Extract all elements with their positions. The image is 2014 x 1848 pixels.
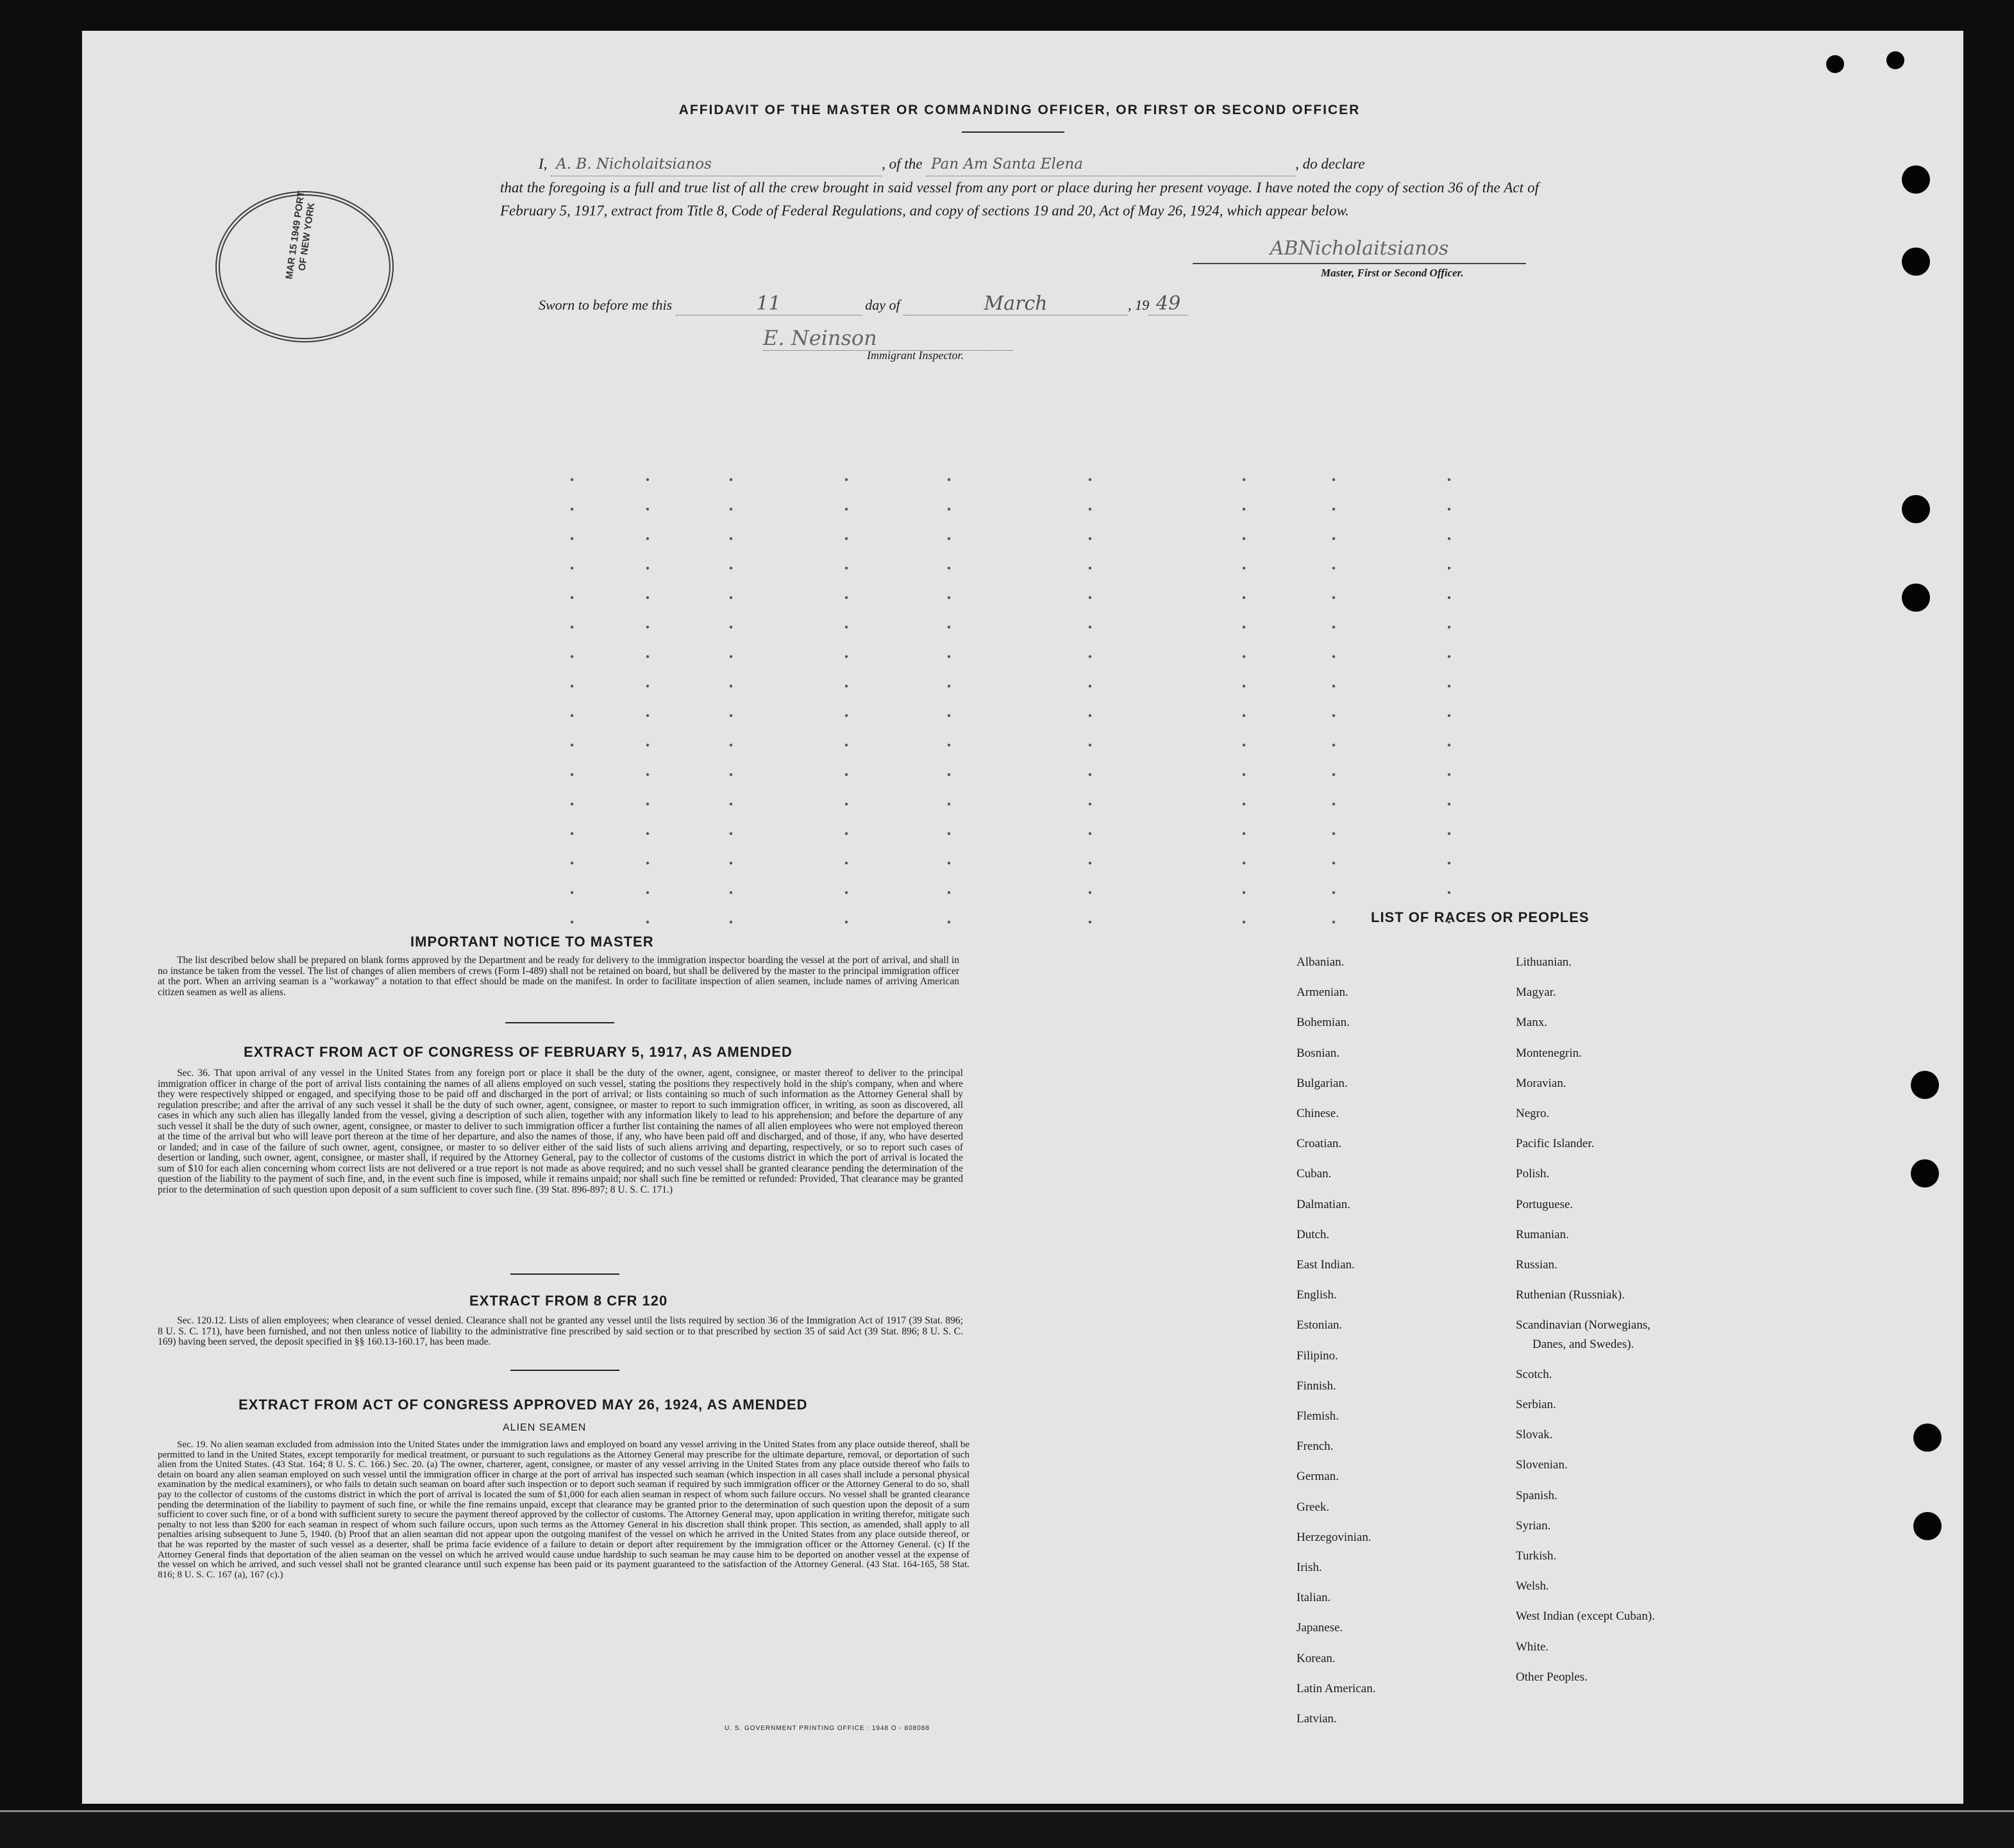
master-signature: ABNicholaitsianos: [1193, 237, 1526, 264]
races-title: LIST OF RACES OR PEOPLES: [1371, 909, 1590, 925]
notice-title: IMPORTANT NOTICE TO MASTER: [410, 934, 654, 950]
punch-hole: [1902, 248, 1930, 276]
declaration-suffix: , do declare: [1295, 156, 1365, 172]
race-entry: Finnish.: [1297, 1379, 1336, 1393]
punch-hole: [1902, 165, 1930, 194]
scan-bottom-edge: [0, 1812, 2014, 1848]
extract-1924-title: EXTRACT FROM ACT OF CONGRESS APPROVED MAY 26, 1924, AS AMENDED: [239, 1397, 808, 1413]
race-entry: Turkish.: [1516, 1549, 1557, 1563]
race-entry: Korean.: [1297, 1651, 1336, 1665]
race-entry: Bohemian.: [1297, 1016, 1350, 1030]
extract-1917-text: Sec. 36. That upon arrival of any vessel in the United States from any foreign port or place it shall be the duty of the owner, agent, consignee, or master thereof to deliver to the principal immigration officer in charge of the port of arrival lists containing the names of all aliens employed on such vessel, stating the positions they respectively hold in the ship's company, when and where they were respectively shipped or engaged, and specifying those to be paid off and discharged in the port of arrival; or lists containing so much of such information as the Attorney General shall by regulation prescribe; and after the arrival of any such vessel it shall be the duty of such owner, agent, consignee, or master to report to such immigration officer, in writing, as soon as discovered, all cases in which any such alien has illegally landed from the vessel, giving a description of such alien, together with any information likely to lead to his apprehension; and before the departure of any such vessel it shall be the duty of such owner, agent, consignee, or master to deliver to such immigration officer a further list containing the names of all alien employees who were not employed thereon at the time of the arrival but who will leave port thereon at the time of her departure, and also the names of those, if any, who have been paid off and discharged, and of those, if any, who have deserted or landed; and in case of the failure of such owner, agent, consignee, or master to so deliver either of the said lists of such aliens arriving and departing, respectively, or so to report such cases of desertion or landing, such owner, agent, consignee, or master shall, if required by the Attorney General, pay to the collector of customs of the customs district in which the port of arrival is located the sum of $10 for each alien concerning whom correct lists are not delivered or a true report is not made as above required; and no such vessel shall be granted clearance pending the determination of the question of the liability to the payment of such fine, and, in the event such fine is imposed, while it remains unpaid; nor shall such fine be remitted or refunded: Provided, That clearance may be granted prior to the determination of such question upon deposit of a sum sufficient to cover such fine. (39 Stat. 896-897; 8 U. S. C. 171.): [158, 1068, 963, 1195]
punch-hole: [1902, 495, 1930, 523]
master-caption: Master, First or Second Officer.: [1321, 267, 1464, 279]
punch-hole: [1902, 584, 1930, 612]
race-entry: Spanish.: [1516, 1488, 1557, 1502]
sworn-month-field: March: [903, 292, 1128, 315]
race-entry: Dalmatian.: [1297, 1197, 1350, 1211]
race-entry: Slovak.: [1516, 1428, 1553, 1442]
race-entry: Dutch.: [1297, 1227, 1330, 1241]
race-entry: Latin American.: [1297, 1681, 1376, 1695]
race-entry: Other Peoples.: [1516, 1670, 1588, 1684]
race-entry: Albanian.: [1297, 955, 1345, 969]
sworn-day-field: 11: [676, 292, 862, 315]
declaration-text: [500, 153, 1539, 223]
inspector-caption: Immigrant Inspector.: [867, 349, 964, 362]
race-entry: Chinese.: [1297, 1107, 1339, 1120]
race-entry: Scandinavian (Norwegians,: [1516, 1318, 1650, 1332]
race-entry: Cuban.: [1297, 1167, 1332, 1181]
race-entry: Greek.: [1297, 1500, 1330, 1514]
vessel-name-field: Pan Am Santa Elena: [926, 153, 1295, 176]
race-entry: Scotch.: [1516, 1367, 1552, 1381]
divider: [510, 1370, 619, 1371]
race-entry: Magyar.: [1516, 986, 1556, 1000]
race-entry: Moravian.: [1516, 1076, 1566, 1090]
race-entry: Bosnian.: [1297, 1046, 1340, 1060]
arrival-stamp-text: MAR 15 1949 PORT OF NEW YORK: [283, 190, 317, 280]
declaration-prefix: I,: [539, 156, 548, 172]
race-entry: Montenegrin.: [1516, 1046, 1582, 1060]
race-entry: Pacific Islander.: [1516, 1137, 1595, 1151]
race-entry: Portuguese.: [1516, 1197, 1573, 1211]
race-entry: Danes, and Swedes).: [1532, 1337, 1634, 1351]
extract-1924-text: Sec. 19. No alien seaman excluded from admission into the United States under the immigration laws and employed on board any vessel arriving in the United States from any place outside thereof, shall be permitted to land in the United States, except temporarily for medical treatment, or pursuant to such regulations as the Attorney General may prescribe for the ultimate departure, removal, or deportation of such alien from the United States. (43 Stat. 164; 8 U. S. C. 166.) Sec. 20. (a) The owner, charterer, agent, consignee, or master of any vessel arriving in the United States from any place outside thereof who fails to detain on board any alien seaman employed on such vessel until the immigration officer in charge at the port of arrival has inspected such seaman (which inspection in all cases shall include a personal physical examination by the medical examiners), or who fails to detain such seaman on board after such inspection or to deport such seaman if required by such immigration officer or the Attorney General to do so, shall pay to the collector of customs of the customs district in which the port of arrival is located the sum of $1,000 for each alien seaman in respect of whom such failure occurs. No vessel shall be granted clearance pending the determination of the liability to payment of such fine, or while the fine remains unpaid, except that clearance may be granted prior to the determination of such question upon the deposit of a sum sufficient to cover such fine, or of a bond with sufficient surety to secure the payment thereof approved by the collector of customs. The Attorney General may, upon application in writing therefor, mitigate such penalty to not less than $200 for each seaman in respect of whom such failure occurs, upon such terms as the Attorney General in his discretion shall think proper. This section, as amended, shall apply to all penalties arising subsequent to June 5, 1940. (b) Proof that an alien seaman did not appear upon the outgoing manifest of the vessel on which he arrived in the United States from any place outside thereof, or that he was reported by the master of such vessel as a deserter, shall be prima facie evidence of a failure to detain or deport after requirement by the immigration officer or the Attorney General. (c) If the Attorney General finds that deportation of the alien seaman on the vessel on which he arrived would cause undue hardship to such seaman he may cause him to be deported on another vessel at the expense of the vessel on which he arrived, and such vessel shall not be granted clearance until such expense has been paid or its payment guaranteed to the satisfaction of the Attorney General. (43 Stat. 164-165, 58 Stat. 816; 8 U. S. C. 167 (a), 167 (c).): [158, 1440, 969, 1580]
race-entry: White.: [1516, 1640, 1549, 1654]
race-entry: Japanese.: [1297, 1621, 1343, 1635]
punch-hole: [1913, 1512, 1942, 1540]
race-entry: Croatian.: [1297, 1137, 1342, 1151]
race-entry: French.: [1297, 1440, 1334, 1454]
punch-hole: [1886, 51, 1904, 69]
year-prefix: , 19: [1128, 297, 1150, 313]
race-entry: Russian.: [1516, 1258, 1557, 1272]
race-entry: West Indian (except Cuban).: [1516, 1609, 1655, 1624]
race-entry: Irish.: [1297, 1561, 1322, 1574]
race-entry: Slovenian.: [1516, 1458, 1568, 1472]
dotted-column-guides: [564, 475, 1783, 1000]
declaration-body: that the foregoing is a full and true list of all the crew brought in said vessel from any port or place during her present voyage. I have noted the copy of section 36 of the Act of February 5, 1917, extract from Title 8, Code of Federal Regulations, and copy of sections 19 and 20, Act of May 26, 1924, which appear below.: [500, 180, 1539, 219]
race-entry: Italian.: [1297, 1591, 1331, 1605]
race-entry: Negro.: [1516, 1107, 1550, 1120]
punch-hole: [1826, 55, 1844, 73]
affidavit-title: AFFIDAVIT OF THE MASTER OR COMMANDING OFFICER, OR FIRST OR SECOND OFFICER: [678, 103, 1361, 117]
race-entry: Polish.: [1516, 1167, 1550, 1181]
race-entry: Herzegovinian.: [1297, 1530, 1372, 1544]
race-entry: East Indian.: [1297, 1258, 1355, 1272]
punch-hole: [1911, 1071, 1939, 1099]
punch-hole: [1913, 1424, 1942, 1452]
sworn-line: [539, 292, 1308, 315]
alien-seamen-subtitle: ALIEN SEAMEN: [503, 1422, 587, 1433]
declaration-mid: , of the: [882, 156, 923, 172]
printing-office-footer: U. S. GOVERNMENT PRINTING OFFICE : 1948 O - 808088: [725, 1725, 930, 1732]
sworn-prefix: Sworn to before me this: [539, 297, 673, 313]
inspector-signature: E. Neinson: [763, 326, 1013, 351]
divider: [505, 1022, 614, 1023]
race-entry: Syrian.: [1516, 1518, 1551, 1533]
race-entry: Serbian.: [1516, 1398, 1556, 1411]
master-name-field: A. B. Nicholaitsianos: [551, 153, 882, 176]
divider: [962, 131, 1064, 133]
race-entry: German.: [1297, 1470, 1339, 1484]
punch-hole: [1911, 1159, 1939, 1188]
race-entry: Welsh.: [1516, 1579, 1549, 1593]
day-of-label: day of: [865, 297, 900, 313]
race-entry: Ruthenian (Russniak).: [1516, 1288, 1625, 1302]
race-entry: Estonian.: [1297, 1318, 1343, 1332]
race-entry: Latvian.: [1297, 1712, 1337, 1726]
sworn-year-field: 49: [1149, 292, 1187, 315]
race-entry: English.: [1297, 1288, 1337, 1302]
notice-text: The list described below shall be prepared on blank forms approved by the Department and be ready for delivery to the immigration inspector boarding the vessel at the port of arrival, and shall in no instance be taken from the vessel. The list of changes of alien members of crews (Form I-489) shall not be retained on board, but shall be delivered by the master to the principal immigration officer at the port. When an arriving seaman is a "workaway" a notation to that effect should be made on the manifest. In order to facilitate inspection of alien seamen, include names of arriving American citizen seamen as well as aliens.: [158, 955, 959, 998]
race-entry: Filipino.: [1297, 1348, 1338, 1363]
extract-cfr-text: Sec. 120.12. Lists of alien employees; when clearance of vessel denied. Clearance shall not be granted any vessel until the lists required by section 36 of the Immigration Act of 1917 (39 Stat. 896; 8 U. S. C. 171), have been furnished, and not then unless notice of liability to the administrative fine prescribed by said section or to that prescribed by section 35 of said Act (39 Stat. 896; 8 U. S. C. 169) having been served, the deposit specified in §§ 160.13-160.17, has been made.: [158, 1315, 963, 1347]
race-entry: Armenian.: [1297, 986, 1348, 1000]
extract-cfr-title: EXTRACT FROM 8 CFR 120: [469, 1293, 668, 1309]
race-entry: Rumanian.: [1516, 1227, 1569, 1241]
race-entry: Bulgarian.: [1297, 1076, 1348, 1090]
race-entry: Flemish.: [1297, 1409, 1339, 1423]
race-entry: Manx.: [1516, 1016, 1548, 1030]
divider: [510, 1273, 619, 1275]
extract-1917-title: EXTRACT FROM ACT OF CONGRESS OF FEBRUARY 5, 1917, AS AMENDED: [244, 1044, 793, 1060]
race-entry: Lithuanian.: [1516, 955, 1572, 969]
